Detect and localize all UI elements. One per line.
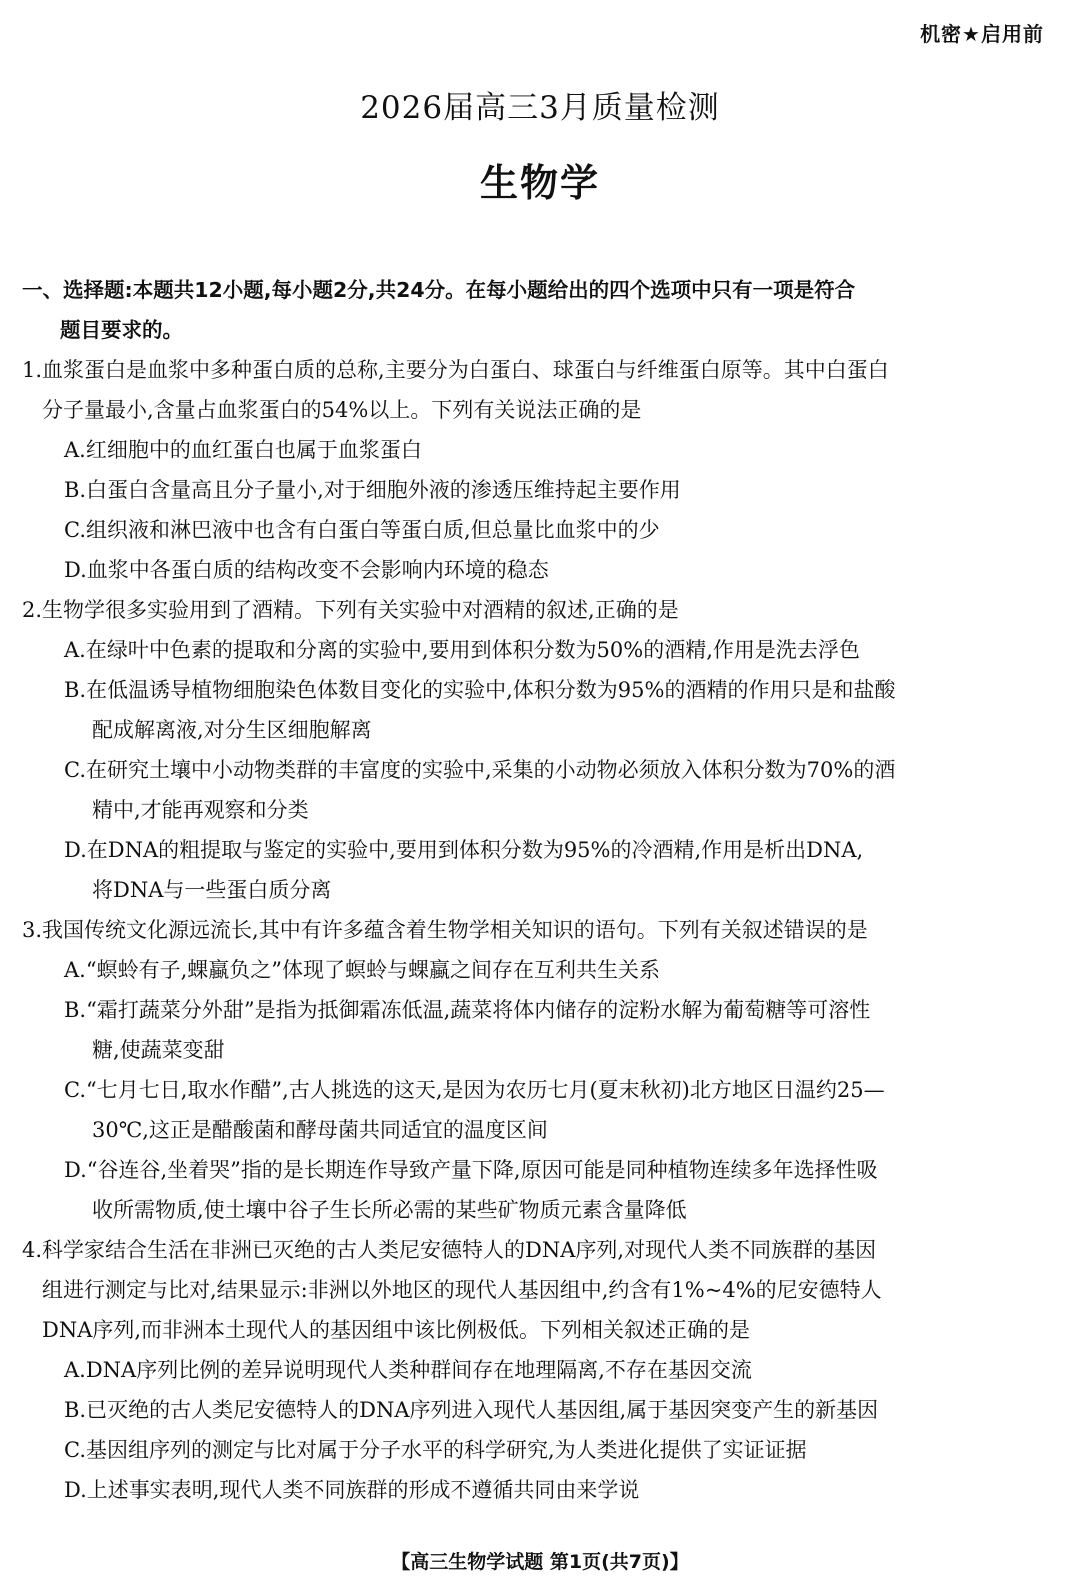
section-heading-line2: 题目要求的。: [60, 318, 183, 342]
option-a: A.在绿叶中色素的提取和分离的实验中,要用到体积分数为50%的酒精,作用是洗去浮色: [64, 638, 860, 662]
confidential-label: 机密★启用前: [920, 22, 1044, 46]
option-d: D.血浆中各蛋白质的结构改变不会影响内环境的稳态: [64, 558, 549, 582]
option-b: B.在低温诱导植物细胞染色体数目变化的实验中,体积分数为95%的酒精的作用只是和盐酸: [64, 678, 896, 702]
page-footer: 【高三生物学试题 第1页(共7页)】: [391, 1551, 689, 1573]
option-b: B.已灭绝的古人类尼安德特人的DNA序列进入现代人基因组,属于基因突变产生的新基因: [64, 1398, 879, 1422]
question-3: [22, 910, 1052, 1230]
section-heading: [22, 270, 1052, 350]
option-a: A.DNA序列比例的差异说明现代人类种群间存在地理隔离,不存在基因交流: [64, 1358, 752, 1382]
question-stem: 1.血浆蛋白是血浆中多种蛋白质的总称,主要分为白蛋白、球蛋白与纤维蛋白原等。其中白蛋白: [22, 358, 889, 382]
question-stem: 2.生物学很多实验用到了酒精。下列有关实验中对酒精的叙述,正确的是: [22, 598, 679, 622]
option-c: C.在研究土壤中小动物类群的丰富度的实验中,采集的小动物必须放入体积分数为70%的酒: [64, 758, 896, 782]
option-c: C.组织液和淋巴液中也含有白蛋白等蛋白质,但总量比血浆中的少: [64, 518, 660, 542]
option-b-cont: 配成解离液,对分生区细胞解离: [92, 718, 372, 742]
option-a: A.“螟蛉有子,蜾蠃负之”体现了螟蛉与蜾蠃之间存在互利共生关系: [64, 958, 660, 982]
option-d: D.“谷连谷,坐着哭”指的是长期连作导致产量下降,原因可能是同种植物连续多年选择性吸: [64, 1158, 878, 1182]
question-list: [22, 350, 1052, 1510]
question-stem: 4.科学家结合生活在非洲已灭绝的古人类尼安德特人的DNA序列,对现代人类不同族群的基因: [22, 1238, 877, 1262]
option-b: B.白蛋白含量高且分子量小,对于细胞外液的渗透压维持起主要作用: [64, 478, 681, 502]
question-2: [22, 590, 1052, 910]
question-stem: 3.我国传统文化源远流长,其中有许多蕴含着生物学相关知识的语句。下列有关叙述错误的是: [22, 918, 868, 942]
option-c-cont: 30℃,这正是醋酸菌和酵母菌共同适宜的温度区间: [92, 1118, 548, 1142]
question-stem: 分子量最小,含量占血浆蛋白的54%以上。下列有关说法正确的是: [42, 398, 642, 422]
option-c: C.基因组序列的测定与比对属于分子水平的科学研究,为人类进化提供了实证证据: [64, 1438, 807, 1462]
option-c: C.“七月七日,取水作醋”,古人挑选的这天,是因为农历七月(夏末秋初)北方地区日温约25—: [64, 1078, 885, 1102]
option-d-cont: 将DNA与一些蛋白质分离: [92, 878, 332, 902]
question-4: [22, 1230, 1052, 1510]
option-b-cont: 糖,使蔬菜变甜: [92, 1038, 225, 1062]
option-d: D.上述事实表明,现代人类不同族群的形成不遵循共同由来学说: [64, 1478, 640, 1502]
option-d: D.在DNA的粗提取与鉴定的实验中,要用到体积分数为95%的冷酒精,作用是析出DNA,: [64, 838, 864, 862]
option-d-cont: 收所需物质,使土壤中谷子生长所必需的某些矿物质元素含量降低: [92, 1198, 687, 1222]
exam-title: 2026届高三3月质量检测: [360, 90, 720, 126]
subject-title: 生物学: [479, 161, 600, 205]
option-b: B.“霜打蔬菜分外甜”是指为抵御霜冻低温,蔬菜将体内储存的淀粉水解为葡萄糖等可溶性: [64, 998, 871, 1022]
question-1: [22, 350, 1052, 590]
section-heading-line1: 一、选择题:本题共12小题,每小题2分,共24分。在每小题给出的四个选项中只有一项是符合: [22, 278, 856, 302]
question-stem: 组进行测定与比对,结果显示:非洲以外地区的现代人基因组中,约含有1%~4%的尼安德特人: [42, 1278, 882, 1302]
question-stem: DNA序列,而非洲本土现代人的基因组中该比例极低。下列相关叙述正确的是: [42, 1318, 751, 1342]
option-a: A.红细胞中的血红蛋白也属于血浆蛋白: [64, 438, 422, 462]
option-c-cont: 精中,才能再观察和分类: [92, 798, 309, 822]
